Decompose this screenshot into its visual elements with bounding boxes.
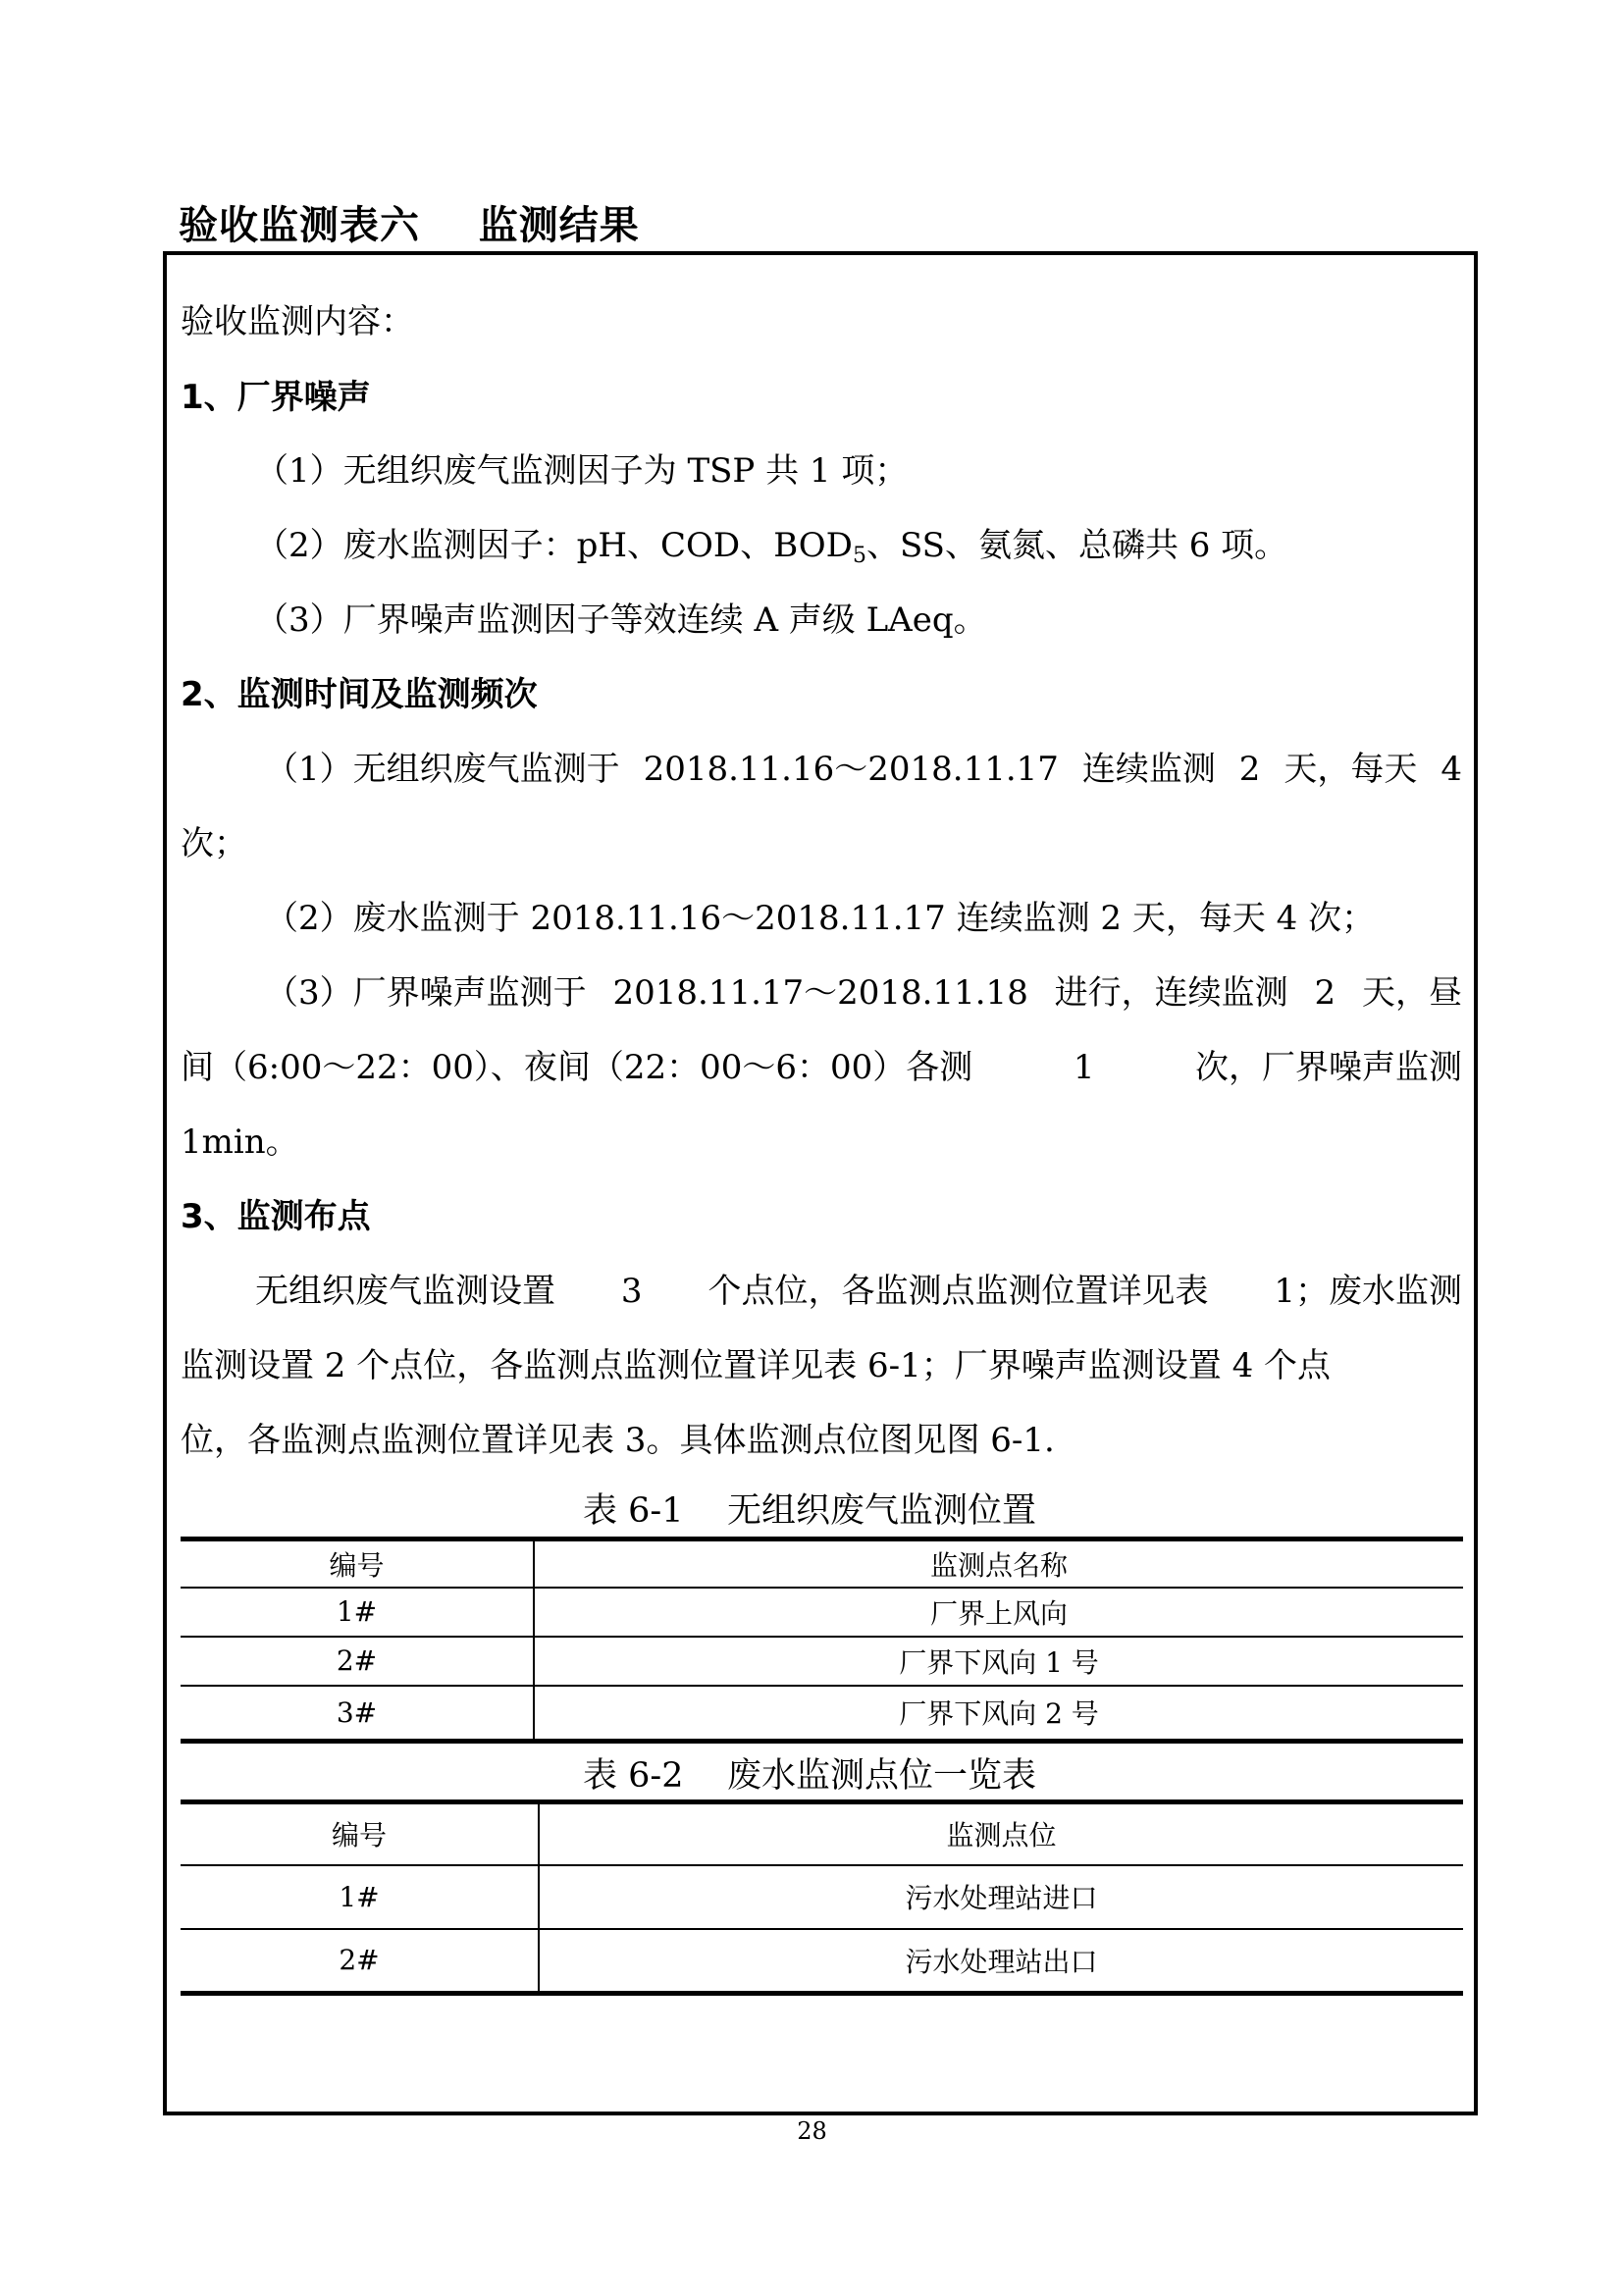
section2-item3-line1 (265, 973, 1462, 1013)
word: 2018.11.17～2018.11.18 (612, 973, 1028, 1013)
table-row (181, 1865, 1463, 1929)
section2-item1-end: 次； (181, 824, 247, 863)
word: 2018.11.16～2018.11.17 (643, 750, 1059, 789)
table2-caption: 表 6-2 废水监测点位一览表 (583, 1756, 1036, 1796)
table1-header-row (181, 1539, 1463, 1588)
table-cell: 厂界下风向 2 号 (534, 1686, 1463, 1742)
section2-item2: （2）废水监测于 2018.11.16～2018.11.17 连续监测 2 天，每天 4 次； (265, 899, 1376, 938)
table-row (181, 1686, 1463, 1742)
word: 无组织废气监测设置 (255, 1272, 555, 1311)
word: 天，昼 (1362, 973, 1462, 1013)
table-cell: 1# (181, 1588, 534, 1637)
section2-item3-end: 1min。 (181, 1122, 299, 1162)
section2-item1-line1 (265, 750, 1462, 789)
table-cell: 厂界下风向 1 号 (534, 1637, 1463, 1686)
table-row (181, 1637, 1463, 1686)
page-number: 28 (797, 2117, 827, 2145)
page-title: 验收监测表六 监测结果 (179, 203, 640, 248)
table1-header-name: 监测点名称 (534, 1539, 1463, 1588)
section3-para-line1 (255, 1272, 1462, 1311)
section1-heading: 1、厂界噪声 (181, 378, 371, 417)
word: 次，厂界噪声监测 (1194, 1048, 1462, 1087)
table-cell: 2# (181, 1637, 534, 1686)
word: 2 (1314, 973, 1336, 1013)
table2 (181, 1799, 1463, 1996)
section2-item3-line2 (181, 1048, 1462, 1087)
table-cell: 2# (181, 1929, 539, 1994)
section3-para-line3: 位，各监测点监测位置详见表 3。具体监测点位图见图 6-1. (181, 1421, 1055, 1460)
table-cell: 1# (181, 1865, 539, 1929)
table1-caption: 表 6-1 无组织废气监测位置 (583, 1491, 1036, 1531)
subscript-5: 5 (852, 544, 866, 568)
section3-heading: 3、监测布点 (181, 1197, 371, 1236)
section1-item3: （3）厂界噪声监测因子等效连续 A 声级 LAeq。 (255, 600, 987, 640)
word: 进行，连续监测 (1054, 973, 1288, 1013)
table1-header-id: 编号 (181, 1539, 534, 1588)
table-cell: 污水处理站进口 (539, 1865, 1463, 1929)
section1-item2 (255, 526, 1288, 568)
section1-item1: （1）无组织废气监测因子为 TSP 共 1 项； (255, 451, 909, 491)
table1 (181, 1537, 1463, 1744)
word: 天，每天 (1283, 750, 1418, 789)
table2-header-id: 编号 (181, 1802, 539, 1865)
section2-heading: 2、监测时间及监测频次 (181, 675, 538, 714)
table-row (181, 1929, 1463, 1994)
word: 1 (1073, 1048, 1095, 1087)
table2-header-row (181, 1802, 1463, 1865)
table-cell: 3# (181, 1686, 534, 1742)
table-cell: 厂界上风向 (534, 1588, 1463, 1637)
word: 3 (620, 1272, 643, 1311)
section3-para-line2: 监测设置 2 个点位，各监测点监测位置详见表 6-1；厂界噪声监测设置 4 个点 (181, 1346, 1332, 1385)
intro-text: 验收监测内容： (181, 302, 414, 341)
word: 4 (1441, 750, 1462, 789)
table-cell: 污水处理站出口 (539, 1929, 1463, 1994)
word: 2 (1238, 750, 1261, 789)
table-row (181, 1588, 1463, 1637)
word: 间（6:00～22：00）、夜间（22：00～6：00）各测 (181, 1048, 973, 1087)
word: 连续监测 (1081, 750, 1216, 789)
table2-header-point: 监测点位 (539, 1802, 1463, 1865)
word: （3）厂界噪声监测于 (265, 973, 587, 1013)
section1-item2-tail: 、SS、氨氮、总磷共 6 项。 (865, 526, 1288, 565)
word: 1；废水监测 (1274, 1272, 1462, 1311)
word: （1）无组织废气监测于 (265, 750, 620, 789)
word: 个点位，各监测点监测位置详见表 (707, 1272, 1209, 1311)
section1-item2-text: （2）废水监测因子：pH、COD、BOD (255, 526, 853, 565)
